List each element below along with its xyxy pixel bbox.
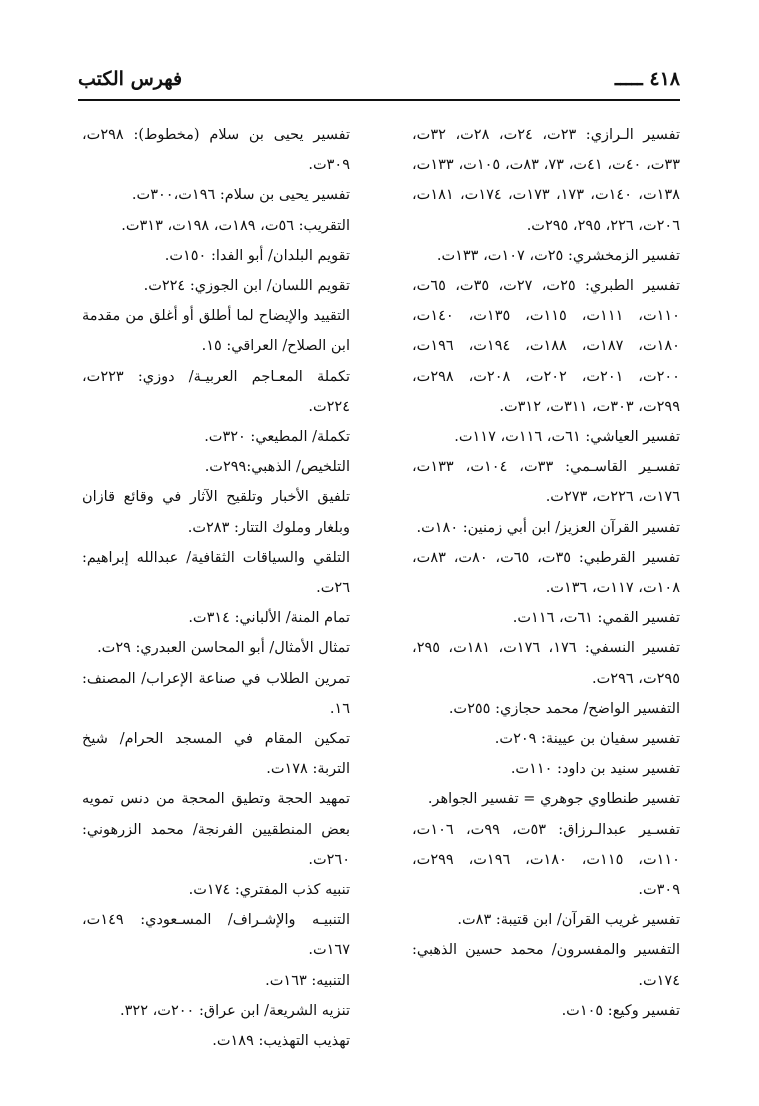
index-entry: تفسير يحيى بن سلام (مخطوط): ٢٩٨ت، ٣٠٩ت. — [82, 127, 350, 174]
index-entry: تفسير سفيان بن عيينة: ٢٠٩ت. — [494, 731, 680, 748]
index-entry: التفسير والمفسرون/ محمد حسين الذهبي: ١٧٤ت. — [412, 942, 680, 989]
index-entry: تفسير النسفي: ١٧٦، ١٧٦ت، ١٨١ت، ٢٩٥، ٢٩٥ت، ٢٩٦ت. — [412, 640, 680, 687]
index-entry: تفسير القمي: ٦١ت، ١١٦ت. — [512, 610, 680, 627]
index-entry: تفسير القرطبي: ٣٥ت، ٦٥ت، ٨٠ت، ٨٣ت، ١٠٨ت، ١١٧ت، ١٣٦ت. — [412, 549, 680, 597]
index-entry: تفسير القرآن العزيز/ ابن أبي زمنين: ١٨٠ت. — [416, 519, 680, 536]
index-entry: تفسـير عبدالـرزاق: ٥٣ت، ٩٩ت، ١٠٦ت، ١١٠ت، ١١٥ت، ١٨٠ت، ١٩٦ت، ٢٩٩ت، ٣٠٩ت. — [412, 821, 680, 899]
index-entry: التنبيه: ١٦٣ت. — [265, 972, 350, 989]
index-entry: تمام المنة/ الألباني: ٣١٤ت. — [188, 610, 350, 627]
index-entry: تمرين الطلاب في صناعة الإعراب/ المصنف: ١٦. — [82, 670, 350, 717]
index-entry: تنبيه كذب المفتري: ١٧٤ت. — [188, 882, 350, 899]
index-entry: تفسير وكيع: ١٠٥ت. — [561, 1002, 680, 1019]
index-entry: تقويم اللسان/ ابن الجوزي: ٢٢٤ت. — [143, 278, 350, 295]
index-entry: تفسير الطبري: ٢٥ت، ٢٧ت، ٣٥ت، ٦٥ت، ١١٠ت، ١١١ت، ١١٥ت، ١٣٥ت، ١٤٠ت، ١٨٠ت، ١٨٧ت، ١٨٨ت، ١٩٤ت، ١٩٦ت، ٢٠٠ت، ٢٠١ت، ٢٠٢ت، ٢٠٨ت، ٢٩٨ت، ٢٩٩ت، ٣٠٣ت، ٣١١ت، ٣١٢ت. — [412, 278, 680, 415]
index-column-right — [412, 120, 680, 1026]
page-header — [78, 68, 680, 102]
index-entry: تلفيق الأخبار وتلقيح الآثار في وقائع قازان وبلغار وملوك التتار: ٢٨٣ت. — [82, 489, 350, 536]
index-entry: التلقي والسياقات الثقافية/ عبدالله إبراهيم: ٢٦ت. — [82, 549, 350, 597]
header-rule — [78, 99, 680, 101]
index-entry: تفسير الزمخشري: ٢٥ت، ١٠٧ت، ١٣٣ت. — [436, 247, 680, 264]
index-entry: تكملة المعـاجم العربيـة/ دوزي: ٢٢٣ت، ٢٢٤ت. — [82, 368, 350, 415]
index-entry: تفسـير القاسـمي: ٣٣ت، ١٠٤ت، ١٣٣ت، ١٧٦ت، ٢٢٦ت، ٢٧٣ت. — [412, 459, 680, 506]
index-entry: تفسير سنيد بن داود: ١١٠ت. — [510, 761, 680, 778]
index-entry: تمهيد الحجة وتطيق المحجة من دنس تمويه بعض المنطقيين الفرنجة/ محمد الزرهوني: ٢٦٠ت. — [82, 791, 350, 868]
index-entry: تفسير يحيى بن سلام: ١٩٦ت،٣٠٠ت. — [131, 187, 350, 204]
page-number: ٤١٨ ـــــ — [614, 68, 680, 90]
index-entry: تنزيه الشريعة/ ابن عراق: ٢٠٠ت، ٣٢٢. — [120, 1002, 350, 1019]
running-title: فهرس الكتب — [78, 68, 183, 90]
index-entry: تفسير غريب القرآن/ ابن قتيبة: ٨٣ت. — [457, 912, 680, 929]
index-entry: التنبيـه والإشـراف/ المسـعودي: ١٤٩ت، ١٦٧ت. — [82, 912, 350, 959]
index-column-left — [82, 120, 350, 1056]
index-entry: التقييد والإيضاح لما أطلق أو أغلق من مقدمة ابن الصلاح/ العراقي: ١٥. — [82, 308, 350, 355]
index-entry: تقويم البلدان/ أبو الفدا: ١٥٠ت. — [164, 247, 350, 264]
index-entry: تمثال الأمثال/ أبو المحاسن العبدري: ٢٩ت. — [97, 640, 350, 657]
index-entry: التقريب: ٥٦ت، ١٨٩ت، ١٩٨ت، ٣١٣ت. — [121, 217, 350, 234]
index-entry: تفسير الـرازي: ٢٣ت، ٢٤ت، ٢٨ت، ٣٢ت، ٣٣ت، ٤٠ت، ٤١ت، ٧٣، ٨٣ت، ١٠٥ت، ١٣٣ت، ١٣٨ت، ١٤٠ت، ١٧٣، ١٧٣ت، ١٧٤ت، ١٨١ت، ٢٠٦ت، ٢٢٦، ٢٩٥، ٢٩٥ت. — [412, 127, 680, 234]
index-entry: تمكين المقام في المسجد الحرام/ شيخ التربة: ١٧٨ت. — [82, 731, 350, 778]
index-entry: تكملة/ المطيعي: ٣٢٠ت. — [204, 429, 350, 446]
index-entry: التلخيص/ الذهبي:٢٩٩ت. — [204, 459, 350, 476]
index-entry: تهذيب التهذيب: ١٨٩ت. — [212, 1033, 350, 1050]
index-entry: تفسير طنطاوي جوهري = تفسير الجواهر. — [427, 791, 680, 808]
index-entry: التفسير الواضح/ محمد حجازي: ٢٥٥ت. — [448, 700, 680, 717]
index-entry: تفسير العياشي: ٦١ت، ١١٦ت، ١١٧ت. — [454, 429, 680, 446]
